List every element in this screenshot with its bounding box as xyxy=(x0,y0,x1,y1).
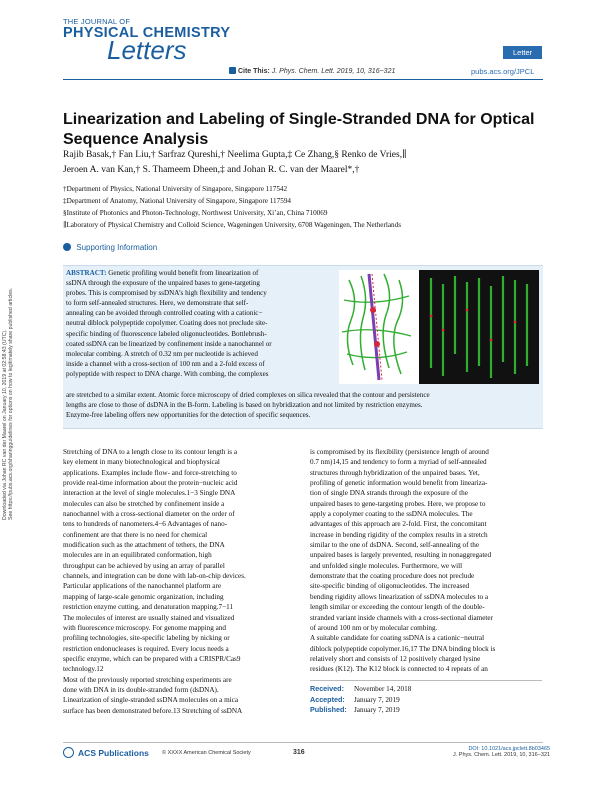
article-dates xyxy=(310,684,411,716)
body-line: tion of single DNA strands through the exposure of the xyxy=(310,489,468,498)
body-line: provide real-time information about the protein−nucleic acid xyxy=(63,479,238,488)
body-line: site-specific binding of oligonucleotides. The increased xyxy=(310,582,470,591)
body-line: A suitable candidate for coating ssDNA is a cationic−neutral xyxy=(310,634,485,643)
journal-logo-small: THE JOURNAL OF xyxy=(63,17,131,26)
body-line: demonstrate that the coating procedure does not preclude xyxy=(310,572,475,581)
body-line: interaction at the level of single molecules.1−3 Single DNA xyxy=(63,489,236,498)
abstract-line: Genetic profiling would benefit from linearization of xyxy=(108,269,259,277)
supporting-information-link[interactable] xyxy=(63,243,157,252)
abstract-line: lengths are close to those of dsDNA in the B-form. Labeling is based on hybridization and not limited by restriction enzymes. xyxy=(66,401,423,410)
supporting-info-label: Supporting Information xyxy=(76,243,158,252)
footer-rule xyxy=(63,742,543,743)
body-line: specific enzyme, which can be prepared with a CRISPR/Cas9 xyxy=(63,654,241,663)
body-line: Linearization of single-stranded ssDNA molecules on a mica xyxy=(63,696,239,705)
page-number: 316 xyxy=(293,749,305,756)
affiliation-2: ‡Department of Anatomy, National University of Singapore, Singapore 117594 xyxy=(63,197,292,205)
title-line-2: Sequence Analysis xyxy=(63,131,209,148)
affiliation-4: ∥Laboratory of Physical Chemistry and Colloid Science, Wageningen University, 6708 Wageningen, The Netherlands xyxy=(63,221,402,229)
sidebar-download-notice xyxy=(2,288,14,520)
body-line: tens to hundreds of nanometers.4−6 Advantages of nano- xyxy=(63,520,228,529)
body-line: restriction endonucleases is required. Every locus needs a xyxy=(63,644,229,653)
body-line: unpaired bases is largely prevented, resulting in nonaggregated xyxy=(310,551,492,560)
article-type-badge: Letter xyxy=(503,46,542,59)
cite-icon xyxy=(229,67,236,74)
abstract-line: molecular combing. A stretch of 0.32 nm per nucleotide is achieved xyxy=(66,349,258,358)
date-label: Received: xyxy=(310,684,344,693)
acs-logo-icon xyxy=(63,747,74,758)
body-line: mapping of large-scale genomic organization, including xyxy=(63,592,224,601)
date-published xyxy=(310,705,411,716)
toc-graphic xyxy=(339,270,539,384)
dates-rule xyxy=(310,680,542,681)
cite-this[interactable] xyxy=(229,67,395,75)
body-line: similar to the one of dsDNA. Second, self-annealing of the xyxy=(310,541,480,550)
author-list xyxy=(63,148,543,178)
body-line: stranded variant inside channels with a cross-sectional diameter xyxy=(310,613,494,622)
date-value: January 7, 2019 xyxy=(354,706,400,714)
supporting-info-icon xyxy=(63,243,71,251)
affiliation-1: †Department of Physics, National University of Singapore, Singapore 117542 xyxy=(63,185,288,193)
body-line: confinement are that there is no need for chemical xyxy=(63,530,208,539)
date-label: Accepted: xyxy=(310,694,345,704)
body-line: increase in bending rigidity of the complex results in a stretch xyxy=(310,530,488,539)
abstract-text-full xyxy=(66,390,540,420)
body-line: of around 100 nm or by molecular combing. xyxy=(310,623,438,632)
body-line: molecules are in an equilibrated conformation, high xyxy=(63,551,212,560)
body-line: technology.12 xyxy=(63,665,104,674)
body-line: and unfolded single molecules. Furthermore, we will xyxy=(310,561,463,570)
body-line: key element in many biotechnological and biophysical xyxy=(63,458,220,467)
body-line: advantages of this approach are 2-fold. First, the concomitant xyxy=(310,520,487,529)
abstract-line: neutral diblock polypeptide copolymer. Coating does not preclude site- xyxy=(66,319,268,328)
bottlebrush-cartoon xyxy=(342,274,411,380)
body-line: Stretching of DNA to a length close to its contour length is a xyxy=(63,448,238,456)
cite-text: J. Phys. Chem. Lett. 2019, 10, 316−321 xyxy=(271,68,396,75)
body-line: unpaired bases to gene-targeting probes. Here, we propose to xyxy=(310,499,486,508)
affiliation-3: §Institute of Photonics and Photon-Technology, Northwest University, Xi’an, China 710069 xyxy=(63,209,328,217)
sidebar-line-2: See https://pubs.acs.org/sharingguidelines for options on how to legitimately share published articles. xyxy=(8,287,14,520)
copyright-notice: © XXXX American Chemical Society xyxy=(162,750,251,756)
body-line: channels, and integration can be done with lab-on-chip devices. xyxy=(63,572,246,581)
body-line: The molecules of interest are usually stained and visualized xyxy=(63,613,235,622)
abstract-line: polypeptide with respect to DNA charge. With combing, the complexes xyxy=(66,369,269,378)
abstract-line: inside a channel with a cross-section of 100 nm and a 2-fold excess of xyxy=(66,359,265,368)
footer-doi-block xyxy=(453,746,550,758)
footer-citation: J. Phys. Chem. Lett. 2019, 10, 316−321 xyxy=(453,752,551,758)
abstract-line: probes. This is compromised by ssDNA’s high flexibility and tendency xyxy=(66,289,267,298)
body-line: length similar or exceeding the contour length of the double- xyxy=(310,603,485,612)
body-line: with fluorescence microscopy. For genome mapping and xyxy=(63,623,227,632)
body-line: apply a copolymer coating to the ssDNA molecules. The xyxy=(310,510,473,519)
body-line: structures through hybridization of the unpaired bases. Yet, xyxy=(310,468,480,477)
body-left-column xyxy=(63,447,295,716)
toc-graphic-svg xyxy=(339,270,539,384)
abstract-line: coated ssDNA can be linearized by confinement inside a nanochannel or xyxy=(66,339,272,348)
body-line: profiling technologies, site-specific labeling by nicking or xyxy=(63,634,230,643)
date-accepted xyxy=(310,695,411,706)
body-line: profiling of genetic information would benefit from lineariza- xyxy=(310,479,488,488)
body-line: surface has been demonstrated before.13 Stretching of ssDNA xyxy=(63,706,243,715)
date-value: January 7, 2019 xyxy=(354,695,400,704)
body-right-column xyxy=(310,447,542,675)
date-label: Published: xyxy=(310,705,347,714)
sidebar-line-1: Downloaded via Johan RC van der Maarel on January 10, 2019 at 02:58:43 (UTC). xyxy=(2,329,8,520)
date-value: November 14, 2018 xyxy=(354,685,412,693)
title-line-1: Linearization and Labeling of Single-Stranded DNA for Optical xyxy=(63,111,535,128)
body-line: molecules can also be stretched by confinement inside a xyxy=(63,499,225,508)
body-line: Particular applications of the nanochannel platform are xyxy=(63,582,222,591)
body-line: bending rigidity allows linearization of ssDNA molecules to a xyxy=(310,592,489,601)
body-line: throughput can be achieved by using an array of parallel xyxy=(63,561,225,570)
abstract-line: Enzyme-free labeling offers new opportunities for the detection of specific sequences. xyxy=(66,411,311,420)
body-line: nanochannel with a cross-sectional diameter on the order of xyxy=(63,510,235,519)
authors-line-2: Jeroen A. van Kan,† S. Thameem Dheen,‡ and Johan R. C. van der Maarel*,† xyxy=(63,165,360,175)
abstract-line: ssDNA through the exposure of the unpaired bases to gene-targeting xyxy=(66,279,260,288)
body-line: restriction enzyme cutting, and denaturation mapping.7−11 xyxy=(63,603,234,612)
body-line: done with DNA in its double-stranded form (dsDNA). xyxy=(63,685,219,694)
journal-url-link[interactable]: pubs.acs.org/JPCL xyxy=(471,67,535,76)
abstract-label: ABSTRACT: xyxy=(66,269,107,277)
abstract-line: annealing can be avoided through controlled coating with a cationic− xyxy=(66,309,263,318)
body-line: Most of the previously reported stretching experiments are xyxy=(63,675,232,684)
body-line: applications. Examples include flow- and force-stretching to xyxy=(63,468,237,477)
body-line: is compromised by its flexibility (persistence length of around xyxy=(310,448,489,456)
abstract-line: to form self-annealed structures. Here, we demonstrate that self- xyxy=(66,299,249,308)
journal-logo-big: PHYSICAL CHEMISTRY xyxy=(63,25,231,41)
date-received xyxy=(310,684,411,695)
header-rule xyxy=(63,79,543,80)
body-line: diblock polypeptide copolymer.16,17 The DNA binding block is xyxy=(310,644,496,653)
body-line: modification such as the attachment of tethers, the DNA xyxy=(63,541,225,550)
abstract-text-wrapped xyxy=(66,268,331,379)
journal-logo-letters: Letters xyxy=(107,35,187,65)
body-line: 0.7 nm)14,15 and tendency to form a myriad of self-annealed xyxy=(310,458,487,467)
body-line: residues (K12). The K12 block is connected to 4 repeats of an xyxy=(310,665,488,674)
article-title xyxy=(63,110,543,150)
affiliations xyxy=(63,183,543,231)
doi-link[interactable]: DOI: 10.1021/acs.jpclett.8b03465 xyxy=(468,746,551,752)
abstract-line: specific binding of fluorescence labeled oligonucleotides. Bottlebrush- xyxy=(66,329,267,338)
abstract-line: are stretched to a similar extent. Atomic force microscopy of dried complexes on silica revealed that the contour and persistence xyxy=(66,391,430,399)
acs-publications-label: ACS Publications xyxy=(78,748,149,758)
journal-logo[interactable] xyxy=(63,17,230,66)
body-line: relatively short and consists of 12 positively charged lysine xyxy=(310,654,481,663)
authors-line-1: Rajib Basak,† Fan Liu,† Sarfraz Qureshi,† Neelima Gupta,‡ Ce Zhang,§ Renko de Vries,∥ xyxy=(63,150,407,160)
cite-label: Cite This: xyxy=(237,68,270,75)
acs-publications-logo[interactable] xyxy=(63,747,149,758)
